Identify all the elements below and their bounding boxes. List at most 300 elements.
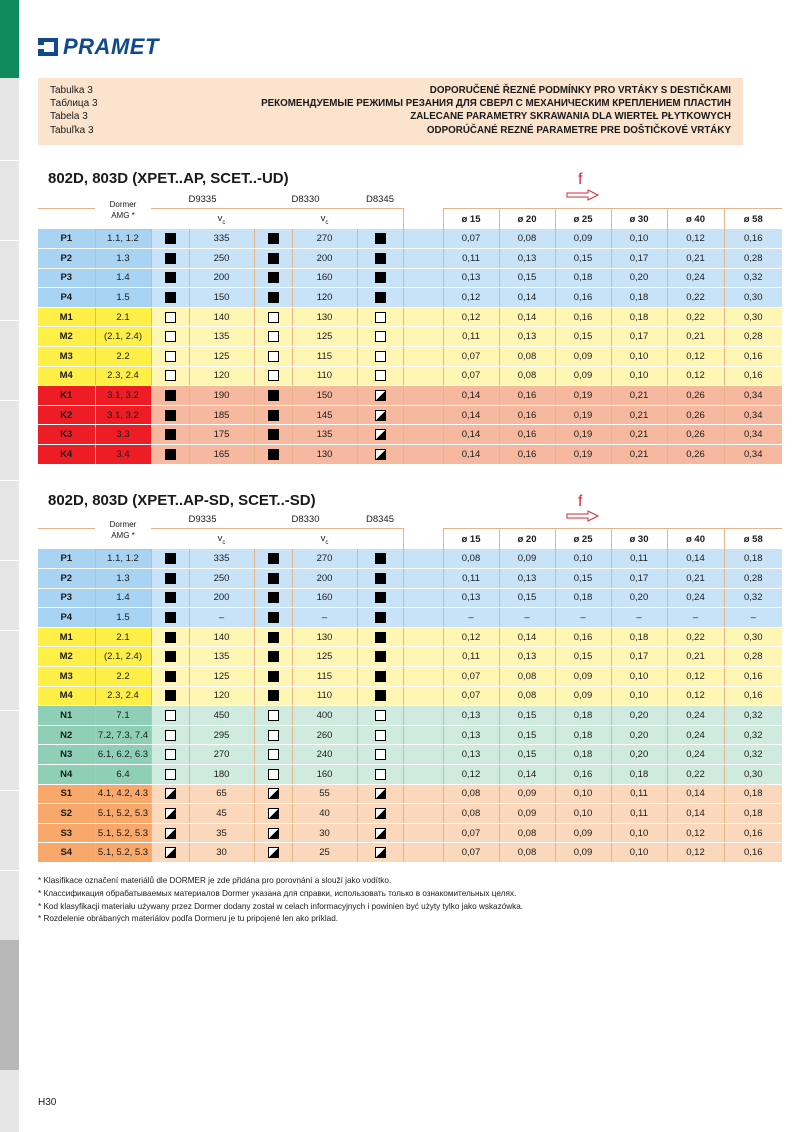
feed-value: 0,08: [499, 366, 555, 386]
cutting-speed: 180: [189, 765, 254, 785]
side-divider: [0, 400, 19, 401]
material-code: N2: [38, 725, 95, 745]
feed-value: 0,14: [499, 307, 555, 327]
feed-value: 0,24: [667, 268, 724, 288]
feed-value: 0,20: [611, 725, 667, 745]
cutting-speed: 120: [189, 366, 254, 386]
grade-suitability: [254, 229, 292, 249]
cutting-speed: 120: [292, 288, 357, 308]
diameter-header: ø 40: [667, 209, 724, 230]
material-code: M1: [38, 307, 95, 327]
half-square-icon: [268, 828, 279, 839]
feed-value: 0,07: [443, 347, 499, 367]
feed-value: 0,21: [667, 569, 724, 589]
cutting-speed: 160: [292, 765, 357, 785]
feed-value: 0,11: [611, 804, 667, 824]
vc-symbol: v: [217, 212, 223, 224]
side-divider: [0, 870, 19, 871]
grade-suitability: [151, 405, 189, 425]
spacer-cell: [403, 627, 443, 647]
grade-suitability: [151, 268, 189, 288]
cutting-speed: 270: [292, 549, 357, 569]
grade-suitability: [151, 588, 189, 608]
vc-subscript: c: [325, 539, 329, 546]
feed-value: 0,28: [724, 249, 782, 269]
cutting-speed: 250: [189, 249, 254, 269]
cutting-speed: 150: [292, 386, 357, 406]
spacer-cell: [403, 288, 443, 308]
spacer-cell: [403, 843, 443, 863]
spacer-cell: [403, 327, 443, 347]
feed-value: 0,10: [611, 347, 667, 367]
feed-value: 0,07: [443, 823, 499, 843]
cutting-speed: 30: [189, 843, 254, 863]
spacer-cell: [403, 765, 443, 785]
cutting-data-table: [38, 191, 782, 465]
empty-square-icon: [375, 312, 386, 323]
side-divider: [0, 560, 19, 561]
feed-value: 0,15: [555, 647, 611, 667]
cutting-speed: 55: [292, 784, 357, 804]
feed-value: –: [499, 608, 555, 628]
feed-value: 0,08: [443, 784, 499, 804]
spacer-cell: [403, 588, 443, 608]
feed-value: 0,10: [611, 843, 667, 863]
side-tab-dark: [0, 940, 19, 1070]
cutting-speed: 240: [292, 745, 357, 765]
feed-value: 0,24: [667, 745, 724, 765]
table-row: [38, 307, 782, 327]
filled-square-icon: [165, 292, 176, 303]
feed-value: –: [667, 608, 724, 628]
amg-value: 1.3: [95, 569, 151, 589]
grade-suitability: [357, 229, 403, 249]
material-code: P4: [38, 608, 95, 628]
amg-value: 3.3: [95, 425, 151, 445]
feed-value: 0,19: [555, 425, 611, 445]
feed-value: 0,17: [611, 249, 667, 269]
feed-value: 0,12: [443, 627, 499, 647]
feed-value: 0,16: [499, 405, 555, 425]
half-square-icon: [268, 788, 279, 799]
header-blank: [151, 529, 189, 550]
table-row: [38, 366, 782, 386]
grade-suitability: [254, 288, 292, 308]
material-code: N1: [38, 706, 95, 726]
feed-value: 0,08: [499, 667, 555, 687]
table-number: Таблица 3: [50, 98, 98, 110]
cutting-speed: 45: [189, 804, 254, 824]
cutting-speed: –: [292, 608, 357, 628]
feed-value: 0,11: [443, 249, 499, 269]
table-row: [38, 288, 782, 308]
table-row: [38, 686, 782, 706]
feed-value: 0,07: [443, 366, 499, 386]
grade-suitability: [357, 647, 403, 667]
material-code: P1: [38, 549, 95, 569]
amg-value: 5.1, 5.2, 5.3: [95, 804, 151, 824]
feed-value: 0,11: [611, 549, 667, 569]
amg-value: (2.1, 2.4): [95, 327, 151, 347]
cutting-speed: 450: [189, 706, 254, 726]
side-divider: [0, 630, 19, 631]
feed-value: 0,14: [499, 627, 555, 647]
grade-suitability: [357, 843, 403, 863]
empty-square-icon: [375, 331, 386, 342]
cutting-speed: 25: [292, 843, 357, 863]
feed-value: 0,15: [499, 725, 555, 745]
empty-square-icon: [375, 710, 386, 721]
cutting-speed: 200: [189, 588, 254, 608]
feed-value: 0,13: [499, 647, 555, 667]
spacer-cell: [403, 608, 443, 628]
feed-value: 0,19: [555, 405, 611, 425]
feed-value: –: [611, 608, 667, 628]
spacer-cell: [403, 706, 443, 726]
feed-value: 0,32: [724, 745, 782, 765]
feed-value: 0,12: [443, 307, 499, 327]
table-row: [38, 569, 782, 589]
feed-value: 0,14: [499, 765, 555, 785]
filled-square-icon: [375, 573, 386, 584]
table-row: [38, 405, 782, 425]
feed-value: 0,10: [555, 549, 611, 569]
spacer-cell: [403, 823, 443, 843]
feed-value: 0,09: [555, 229, 611, 249]
empty-square-icon: [268, 351, 279, 362]
brand-name: PRAMET: [63, 34, 159, 59]
filled-square-icon: [375, 632, 386, 643]
table-row: [38, 647, 782, 667]
filled-square-icon: [375, 690, 386, 701]
filled-square-icon: [165, 592, 176, 603]
header-blank: [403, 511, 782, 529]
cutting-speed: 125: [189, 347, 254, 367]
feed-value: 0,15: [555, 249, 611, 269]
grade-suitability: [357, 366, 403, 386]
feed-value: 0,16: [724, 366, 782, 386]
grade-suitability: [357, 588, 403, 608]
empty-square-icon: [268, 730, 279, 741]
dormer-label: Dormer: [109, 519, 137, 529]
empty-square-icon: [165, 749, 176, 760]
feed-value: 0,14: [443, 405, 499, 425]
vc-subscript: c: [222, 219, 226, 226]
filled-square-icon: [268, 553, 279, 564]
spacer-cell: [403, 647, 443, 667]
grade-suitability: [254, 706, 292, 726]
grade-suitability: [151, 288, 189, 308]
feed-value: 0,15: [555, 327, 611, 347]
dormer-amg-header: [95, 191, 151, 229]
grade-suitability: [357, 327, 403, 347]
grade-suitability: [357, 667, 403, 687]
feed-value: 0,13: [443, 706, 499, 726]
cutting-speed: 140: [189, 627, 254, 647]
feed-value: 0,09: [555, 347, 611, 367]
empty-square-icon: [165, 312, 176, 323]
material-code: S3: [38, 823, 95, 843]
feed-value: 0,14: [667, 804, 724, 824]
material-code: M2: [38, 647, 95, 667]
feed-value: 0,14: [499, 288, 555, 308]
feed-value: 0,09: [555, 843, 611, 863]
feed-value: 0,21: [667, 249, 724, 269]
feed-value: 0,07: [443, 229, 499, 249]
feed-value: 0,15: [499, 588, 555, 608]
feed-value: 0,09: [555, 823, 611, 843]
feed-value: 0,14: [443, 425, 499, 445]
feed-value: 0,18: [555, 706, 611, 726]
cutting-speed: 125: [292, 327, 357, 347]
cutting-speed: 260: [292, 725, 357, 745]
diameter-header: ø 20: [499, 209, 555, 230]
feed-value: 0,07: [443, 667, 499, 687]
empty-square-icon: [165, 730, 176, 741]
empty-square-icon: [268, 312, 279, 323]
feed-value: 0,12: [667, 667, 724, 687]
half-square-icon: [375, 449, 386, 460]
header-blank: [403, 529, 443, 550]
grade-suitability: [254, 765, 292, 785]
feed-value: –: [555, 608, 611, 628]
grade-suitability: [151, 347, 189, 367]
spacer-cell: [403, 249, 443, 269]
half-square-icon: [375, 390, 386, 401]
amg-value: 5.1, 5.2, 5.3: [95, 843, 151, 863]
amg-label: AMG *: [111, 210, 135, 220]
cutting-speed: 200: [189, 268, 254, 288]
feed-value: 0,10: [611, 366, 667, 386]
filled-square-icon: [375, 612, 386, 623]
empty-square-icon: [268, 331, 279, 342]
grade-suitability: [151, 307, 189, 327]
cutting-speed: 335: [189, 549, 254, 569]
spacer-cell: [403, 725, 443, 745]
feed-value: 0,20: [611, 268, 667, 288]
filled-square-icon: [268, 573, 279, 584]
feed-value: 0,14: [667, 784, 724, 804]
feed-value: 0,34: [724, 386, 782, 406]
side-divider: [0, 710, 19, 711]
filled-square-icon: [268, 429, 279, 440]
grade-suitability: [151, 386, 189, 406]
vc-subscript: c: [222, 539, 226, 546]
table-row: [38, 765, 782, 785]
amg-value: 1.4: [95, 588, 151, 608]
material-code: M3: [38, 667, 95, 687]
feed-value: 0,16: [724, 667, 782, 687]
table-row: [38, 804, 782, 824]
grade-suitability: [254, 823, 292, 843]
filled-square-icon: [165, 612, 176, 623]
amg-value: 7.1: [95, 706, 151, 726]
filled-square-icon: [375, 292, 386, 303]
spacer-cell: [403, 686, 443, 706]
cutting-speed: 130: [292, 307, 357, 327]
table-numbers: [50, 84, 98, 137]
feed-value: 0,20: [611, 745, 667, 765]
spacer-cell: [403, 745, 443, 765]
filled-square-icon: [165, 671, 176, 682]
grade-suitability: [357, 608, 403, 628]
feed-value: 0,10: [611, 823, 667, 843]
filled-square-icon: [165, 253, 176, 264]
filled-square-icon: [375, 272, 386, 283]
feed-value: 0,32: [724, 725, 782, 745]
feed-value: 0,17: [611, 327, 667, 347]
grade-suitability: [254, 386, 292, 406]
feed-value: 0,15: [499, 268, 555, 288]
feed-value: 0,16: [499, 425, 555, 445]
feed-value: 0,18: [611, 627, 667, 647]
grade-suitability: [151, 647, 189, 667]
feed-value: 0,28: [724, 327, 782, 347]
grade-suitability: [254, 745, 292, 765]
feed-value: 0,08: [443, 804, 499, 824]
cutting-data-table: [38, 511, 782, 863]
empty-square-icon: [165, 370, 176, 381]
feed-value: 0,07: [443, 686, 499, 706]
cutting-speed: 135: [292, 425, 357, 445]
amg-value: 2.2: [95, 667, 151, 687]
feed-value: 0,34: [724, 405, 782, 425]
amg-value: 2.3, 2.4: [95, 366, 151, 386]
grade-suitability: [151, 765, 189, 785]
feed-value: 0,10: [611, 229, 667, 249]
feed-value: 0,22: [667, 307, 724, 327]
diameter-header: ø 25: [555, 529, 611, 550]
vc-header: [292, 209, 357, 230]
cutting-speed: 115: [292, 347, 357, 367]
cutting-speed: 125: [292, 647, 357, 667]
grade-suitability: [151, 608, 189, 628]
feed-value: 0,08: [499, 229, 555, 249]
filled-square-icon: [268, 292, 279, 303]
feed-value: 0,12: [667, 686, 724, 706]
feed-value: 0,12: [667, 366, 724, 386]
feed-value: 0,12: [667, 229, 724, 249]
grade-suitability: [357, 765, 403, 785]
cutting-speed: 160: [292, 588, 357, 608]
filled-square-icon: [375, 671, 386, 682]
grade-suitability: [151, 425, 189, 445]
feed-value: 0,08: [499, 843, 555, 863]
cutting-speed: 65: [189, 784, 254, 804]
filled-square-icon: [165, 429, 176, 440]
feed-value: 0,19: [555, 445, 611, 465]
feed-value: 0,16: [555, 288, 611, 308]
empty-square-icon: [375, 749, 386, 760]
table-titles: [261, 84, 731, 137]
side-divider: [0, 160, 19, 161]
grade-suitability: [254, 627, 292, 647]
grade-header: D8345: [357, 511, 403, 529]
feed-value: 0,13: [499, 569, 555, 589]
feed-value: 0,16: [499, 445, 555, 465]
grade-suitability: [151, 667, 189, 687]
material-code: P1: [38, 229, 95, 249]
cutting-speed: 250: [189, 569, 254, 589]
feed-value: 0,19: [555, 386, 611, 406]
spacer-cell: [403, 549, 443, 569]
cutting-speed: 200: [292, 249, 357, 269]
amg-value: 3.1, 3.2: [95, 405, 151, 425]
table-row: [38, 327, 782, 347]
side-divider: [0, 320, 19, 321]
feed-value: 0,24: [667, 588, 724, 608]
feed-value: 0,22: [667, 627, 724, 647]
cutting-speed: 400: [292, 706, 357, 726]
header-blank: [151, 209, 189, 230]
table-title: ZALECANE PARAMETRY SKRAWANIA DLA WIERTEŁ PŁYTKOWYCH: [410, 111, 731, 123]
feed-value: 0,16: [555, 627, 611, 647]
empty-square-icon: [268, 769, 279, 780]
table-number: Tabulka 3: [50, 85, 93, 96]
grade-suitability: [254, 608, 292, 628]
feed-value: 0,21: [667, 327, 724, 347]
material-code: S1: [38, 784, 95, 804]
feed-value: 0,11: [443, 569, 499, 589]
table-row: [38, 229, 782, 249]
feed-value: 0,10: [611, 686, 667, 706]
feed-value: 0,16: [724, 843, 782, 863]
cutting-speed: 145: [292, 405, 357, 425]
table-row: [38, 784, 782, 804]
feed-value: 0,28: [724, 647, 782, 667]
feed-value: 0,20: [611, 588, 667, 608]
side-tab-active: [0, 0, 19, 78]
material-code: S2: [38, 804, 95, 824]
amg-value: 1.4: [95, 268, 151, 288]
grade-suitability: [254, 307, 292, 327]
filled-square-icon: [268, 690, 279, 701]
feed-value: 0,22: [667, 765, 724, 785]
vc-header: [189, 529, 254, 550]
table-row: [38, 843, 782, 863]
empty-square-icon: [375, 769, 386, 780]
table-row: [38, 445, 782, 465]
feed-value: 0,09: [499, 804, 555, 824]
cutting-speed: 185: [189, 405, 254, 425]
amg-value: 1.1, 1.2: [95, 229, 151, 249]
feed-value: 0,15: [499, 706, 555, 726]
material-code: P2: [38, 249, 95, 269]
footnote: * Классификация обрабатываемых материалов Dormer указана для справки, использовать только в ознакомительных целях.: [38, 888, 517, 898]
grade-suitability: [357, 725, 403, 745]
amg-value: 2.3, 2.4: [95, 686, 151, 706]
table-row: [38, 608, 782, 628]
grade-suitability: [254, 686, 292, 706]
section-title: 802D, 803D (XPET..AP, SCET..-UD): [48, 170, 289, 187]
feed-value: 0,08: [499, 347, 555, 367]
amg-value: 2.1: [95, 627, 151, 647]
grade-suitability: [254, 249, 292, 269]
table-row: [38, 249, 782, 269]
diameter-header: ø 58: [724, 209, 782, 230]
half-square-icon: [375, 788, 386, 799]
spacer-cell: [403, 784, 443, 804]
filled-square-icon: [165, 651, 176, 662]
filled-square-icon: [375, 651, 386, 662]
grade-suitability: [357, 347, 403, 367]
feed-value: 0,18: [555, 268, 611, 288]
grade-suitability: [151, 725, 189, 745]
footnote: * Kod klasyfikacji materiału używany przez Dormer dodany został w celach informacyjnych i powinien być użyty tylko jako wskazówka.: [38, 901, 524, 911]
diameter-header: ø 15: [443, 529, 499, 550]
grade-suitability: [357, 823, 403, 843]
cutting-speed: 110: [292, 366, 357, 386]
